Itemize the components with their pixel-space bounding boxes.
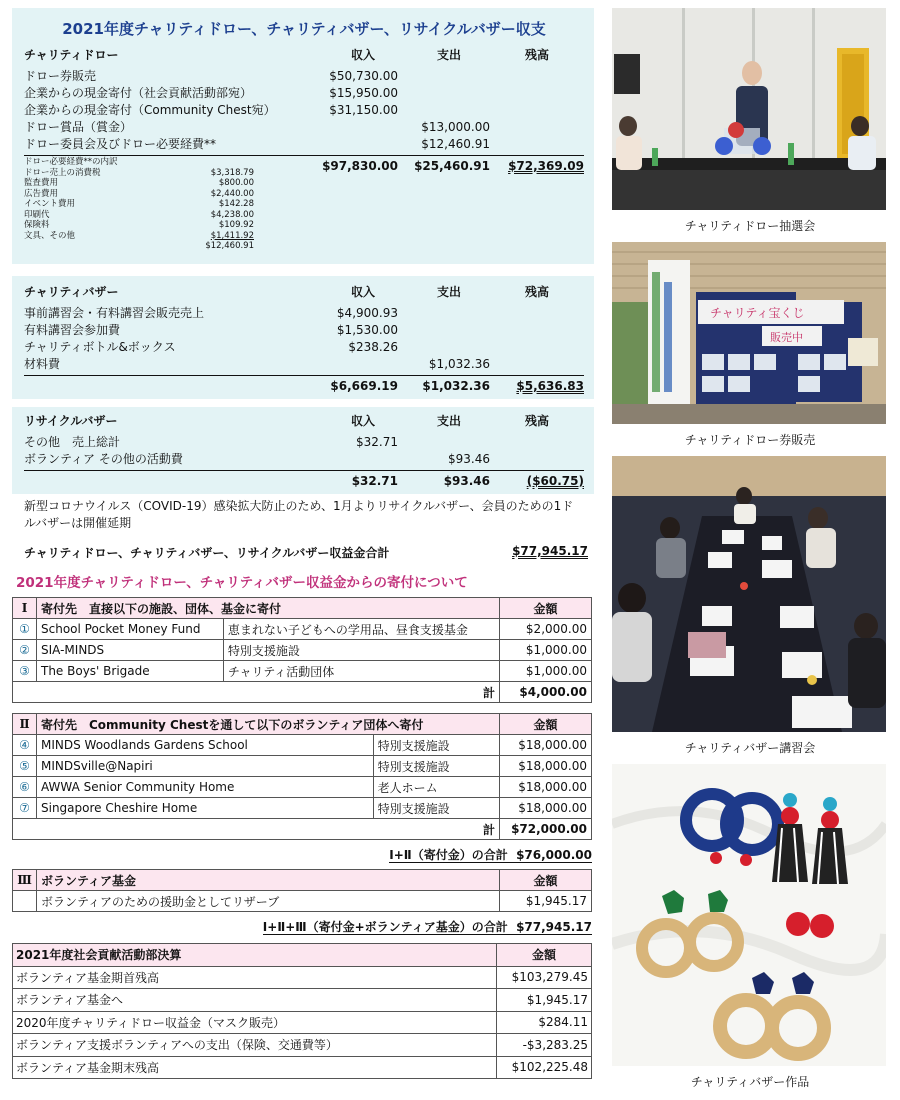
donation-mark: ⑥: [13, 777, 37, 798]
draw-total-balance: $72,369.09: [508, 159, 584, 173]
donation-description: チャリティ活動団体: [223, 661, 499, 682]
recycle-row: [24, 434, 584, 451]
bazaar-row-label: 事前講習会・有料講習会販売売上: [24, 306, 205, 320]
draw-event-image: [612, 8, 886, 210]
section-3-amount: $1,945.17: [500, 891, 592, 912]
bazaar-total-balance: $5,636.83: [516, 379, 584, 393]
donation-description: 老人ホーム: [373, 777, 499, 798]
section-1-amount-header: 金額: [500, 598, 592, 619]
bazaar-row-income: $4,900.93: [336, 306, 398, 320]
photo-column: [612, 8, 888, 1098]
grand-total-value: $77,945.17: [512, 544, 588, 558]
donation-amount: $18,000.00: [500, 756, 592, 777]
draw-expense-breakdown: [24, 157, 254, 252]
donation-mark: ③: [13, 661, 37, 682]
sum-1-2-3-label: Ⅰ+Ⅱ+Ⅲ（寄付金+ボランティア基金）の合計: [262, 920, 508, 934]
photo-draw-event: [612, 8, 886, 210]
section-3-numeral: Ⅲ: [13, 870, 37, 891]
donation-amount: $1,000.00: [500, 661, 592, 682]
section-1-subtotal-label: 計: [13, 682, 500, 703]
draw-row: [24, 119, 584, 136]
draw-row: [24, 102, 584, 119]
donation-amount: $18,000.00: [500, 735, 592, 756]
grand-total-label: チャリティドロー、チャリティバザー、リサイクルバザー収益金合計: [24, 546, 390, 560]
draw-row-label: 企業からの現金寄付（社会貢献活動部宛）: [24, 86, 253, 100]
photo-caption-1: チャリティドロー抽選会: [684, 219, 816, 233]
section-3-row: [13, 891, 592, 912]
csr-row: [13, 966, 592, 989]
breakdown-item: [24, 168, 254, 179]
sum-1-2-3-value: $77,945.17: [516, 920, 592, 934]
photo-earrings: [612, 764, 886, 1066]
csr-row: [13, 1056, 592, 1079]
draw-row: [24, 85, 584, 102]
breakdown-item-value: $4,238.00: [210, 209, 254, 220]
section-1-rows: [13, 619, 592, 682]
section-3-desc: ボランティアのための援助金としてリザーブ: [37, 891, 500, 912]
csr-rows: [13, 966, 592, 1079]
bazaar-row-label: 有料講習会参加費: [24, 323, 121, 337]
draw-row-expense: $12,460.91: [421, 137, 490, 151]
csr-settlement-table: [12, 943, 592, 1079]
section-2-heading: 寄付先 Community Chestを通して以下のボランティア団体へ寄付: [37, 714, 500, 735]
draw-row-income: $15,950.00: [329, 86, 398, 100]
csr-row: [13, 1011, 592, 1034]
csr-row-amount: -$3,283.25: [497, 1034, 592, 1057]
csr-amount-header: 金額: [497, 944, 592, 967]
csr-row-label: ボランティア基金期首残高: [13, 966, 497, 989]
draw-row: [24, 136, 584, 153]
section-2-subtotal-row: [13, 819, 592, 840]
recycle-row-label: ボランティア その他の活動費: [24, 452, 183, 466]
breakdown-item-value: $1,411.92: [210, 230, 254, 241]
bazaar-header-income: 収入: [350, 285, 375, 299]
bazaar-header-expense: 支出: [436, 285, 461, 299]
breakdown-item-value: $142.28: [218, 199, 254, 209]
recycle-header-label: リサイクルバザー: [24, 414, 118, 428]
donation-description: 特別支援施設: [223, 640, 499, 661]
breakdown-item-label: 監査費用: [24, 178, 59, 188]
recycle-bazaar-panel: [12, 407, 594, 494]
donation-row: [13, 798, 592, 819]
section-1-subtotal: $4,000.00: [500, 682, 592, 703]
breakdown-total-row: [24, 241, 254, 252]
bazaar-row-income: $238.26: [348, 340, 398, 354]
draw-row-label: ドロー委員会及びドロー必要経費**: [24, 137, 217, 151]
charity-draw-panel: [12, 8, 594, 264]
section-3-amount-header: 金額: [500, 870, 592, 891]
sum-1-2-3: [12, 912, 594, 943]
donation-mark: ⑦: [13, 798, 37, 819]
section-1-header: [13, 598, 592, 619]
recycle-row: [24, 451, 584, 468]
page-title: 2021年度チャリティドロー、チャリティバザー、リサイクルバザー収支: [62, 20, 546, 38]
section-2-subtotal: $72,000.00: [500, 819, 592, 840]
breakdown-item-label: 広告費用: [24, 188, 59, 199]
breakdown-total: $12,460.91: [205, 241, 254, 251]
bazaar-row: [24, 305, 584, 322]
breakdown-item-value: $109.92: [218, 220, 254, 230]
recycle-total-income: $32.71: [351, 474, 398, 488]
breakdown-item: [24, 178, 254, 189]
breakdown-item: [24, 199, 254, 210]
csr-row-label: ボランティア基金へ: [13, 989, 497, 1012]
booth-sign-text: チャリティ宝くじ: [710, 306, 805, 320]
recycle-row-label: その他 売上総計: [24, 435, 121, 449]
csr-row-amount: $1,945.17: [497, 989, 592, 1012]
csr-heading: 2021年度社会貢献活動部決算: [13, 944, 497, 967]
draw-header-label: チャリティドロー: [24, 48, 119, 62]
csr-row-label: ボランティア支援ボランティアへの支出（保険、交通費等）: [13, 1034, 497, 1057]
csr-header: [13, 944, 592, 967]
donation-recipient: Singapore Cheshire Home: [37, 798, 374, 819]
section-1-heading: 寄付先 直接以下の施設、団体、基金に寄付: [37, 598, 500, 619]
section-2-header: [13, 714, 592, 735]
donation-row: [13, 619, 592, 640]
covid-note: 新型コロナウイルス（COVID-19）感染拡大防止のため、1月よりリサイクルバザー、会員のための1ドルバザーは開催延期: [24, 499, 574, 530]
section-3-heading: ボランティア基金: [37, 870, 500, 891]
bazaar-row-expense: $1,032.36: [428, 357, 490, 371]
draw-row-income: $50,730.00: [329, 69, 398, 83]
recycle-header: [24, 413, 584, 430]
donation-amount: $18,000.00: [500, 777, 592, 798]
breakdown-item-label: 印刷代: [24, 209, 50, 220]
breakdown-title: ドロー必要経費**の内訳: [24, 157, 118, 167]
draw-row-label: 企業からの現金寄付（Community Chest宛）: [24, 103, 276, 117]
breakdown-items: [24, 168, 254, 242]
donation-description: 特別支援施設: [373, 735, 499, 756]
breakdown-item: [24, 220, 254, 231]
donation-recipient: MINDSville@Napiri: [37, 756, 374, 777]
breakdown-item-value: $2,440.00: [210, 188, 254, 199]
booth-sign-sub: 販売中: [770, 331, 803, 344]
donation-row: [13, 756, 592, 777]
donation-recipient: AWWA Senior Community Home: [37, 777, 374, 798]
donation-recipient: The Boys' Brigade: [37, 661, 224, 682]
draw-row: [24, 68, 584, 85]
donation-recipient: MINDS Woodlands Gardens School: [37, 735, 374, 756]
csr-row: [13, 1034, 592, 1057]
donation-section-3: [12, 869, 592, 912]
bazaar-header: [24, 284, 584, 301]
breakdown-item-value: $3,318.79: [210, 167, 254, 178]
bazaar-row: [24, 322, 584, 339]
draw-header-balance: 残高: [524, 48, 549, 62]
workshop-image: [612, 456, 886, 732]
donation-mark: ①: [13, 619, 37, 640]
csr-row-amount: $102,225.48: [497, 1056, 592, 1079]
breakdown-item: [24, 231, 254, 242]
recycle-header-expense: 支出: [436, 414, 461, 428]
bazaar-header-label: チャリティバザー: [24, 285, 119, 299]
recycle-header-balance: 残高: [524, 414, 549, 428]
csr-row-amount: $284.11: [497, 1011, 592, 1034]
section-2-numeral: Ⅱ: [13, 714, 37, 735]
breakdown-item-label: 文具、その他: [24, 230, 76, 241]
photo-workshop: [612, 456, 886, 732]
recycle-header-income: 収入: [350, 414, 375, 428]
recycle-row-income: $32.71: [356, 435, 398, 449]
donations-title: 2021年度チャリティドロー、チャリティバザー収益金からの寄付について: [16, 575, 468, 591]
draw-row-income: $31,150.00: [329, 103, 398, 117]
donation-row: [13, 735, 592, 756]
bazaar-rows: [24, 305, 584, 373]
photo-caption-3: チャリティバザー講習会: [684, 741, 816, 755]
draw-header: [24, 47, 584, 64]
donation-mark: ⑤: [13, 756, 37, 777]
section-2-rows: [13, 735, 592, 819]
draw-row-label: ドロー賞品（賞金）: [24, 120, 133, 134]
section-2-subtotal-label: 計: [13, 819, 500, 840]
donation-recipient: School Pocket Money Fund: [37, 619, 224, 640]
csr-row-label: 2020年度チャリティドロー収益金（マスク販売）: [13, 1011, 497, 1034]
donation-amount: $18,000.00: [500, 798, 592, 819]
donation-row: [13, 661, 592, 682]
bazaar-row: [24, 339, 584, 356]
bazaar-row-income: $1,530.00: [336, 323, 398, 337]
breakdown-item: [24, 210, 254, 221]
breakdown-item-label: 保険料: [24, 220, 50, 230]
donation-section-1: [12, 597, 592, 703]
bazaar-header-balance: 残高: [524, 285, 549, 299]
donation-amount: $2,000.00: [500, 619, 592, 640]
donation-row: [13, 640, 592, 661]
draw-total-income: $97,830.00: [322, 159, 398, 173]
draw-rows: [24, 68, 584, 153]
csr-row-label: ボランティア基金期末残高: [13, 1056, 497, 1079]
sum-1-2-value: $76,000.00: [516, 848, 592, 862]
draw-total-expense: $25,460.91: [414, 159, 490, 173]
bazaar-total-expense: $1,032.36: [422, 379, 490, 393]
bazaar-total-income: $6,669.19: [330, 379, 398, 393]
recycle-rows: [24, 434, 584, 468]
draw-header-income: 収入: [350, 48, 375, 62]
breakdown-item-label: イベント費用: [24, 199, 76, 209]
bazaar-row-label: 材料費: [24, 357, 61, 371]
donation-amount: $1,000.00: [500, 640, 592, 661]
breakdown-item-label: ドロー売上の消費税: [24, 167, 101, 178]
draw-header-expense: 支出: [436, 48, 461, 62]
recycle-total-expense: $93.46: [443, 474, 490, 488]
draw-row-label: ドロー券販売: [24, 69, 97, 83]
csr-row-amount: $103,279.45: [497, 966, 592, 989]
sum-1-2-label: Ⅰ+Ⅱ（寄付金）の合計: [389, 848, 508, 862]
donation-description: 恵まれない子どもへの学用品、昼食支援基金: [223, 619, 499, 640]
section-1-subtotal-row: [13, 682, 592, 703]
section-2-amount-header: 金額: [500, 714, 592, 735]
bazaar-row-label: チャリティボトル&ボックス: [24, 340, 176, 354]
earrings-image: [612, 764, 886, 1066]
donation-row: [13, 777, 592, 798]
donation-mark: ②: [13, 640, 37, 661]
csr-row: [13, 989, 592, 1012]
donation-section-2: [12, 713, 592, 840]
recycle-total-balance: ($60.75): [526, 474, 584, 488]
bazaar-row: [24, 356, 584, 373]
photo-caption-2: チャリティドロー券販売: [684, 433, 816, 447]
bazaar-totals: [24, 375, 584, 395]
photo-caption-4: チャリティバザー作品: [690, 1075, 810, 1089]
draw-row-expense: $13,000.00: [421, 120, 490, 134]
recycle-row-expense: $93.46: [448, 452, 490, 466]
recycle-totals: [24, 470, 584, 490]
sum-1-2: [12, 840, 594, 869]
grand-total: [12, 532, 594, 561]
breakdown-item: [24, 189, 254, 200]
donation-description: 特別支援施設: [373, 798, 499, 819]
charity-bazaar-panel: [12, 276, 594, 399]
ticket-booth-image: [612, 242, 886, 424]
photo-ticket-booth: [612, 242, 886, 424]
section-3-header: [13, 870, 592, 891]
donation-description: 特別支援施設: [373, 756, 499, 777]
finance-report: [12, 8, 594, 1079]
donation-mark: ④: [13, 735, 37, 756]
section-1-numeral: Ⅰ: [13, 598, 37, 619]
breakdown-item-value: $800.00: [218, 178, 254, 188]
donation-recipient: SIA-MINDS: [37, 640, 224, 661]
